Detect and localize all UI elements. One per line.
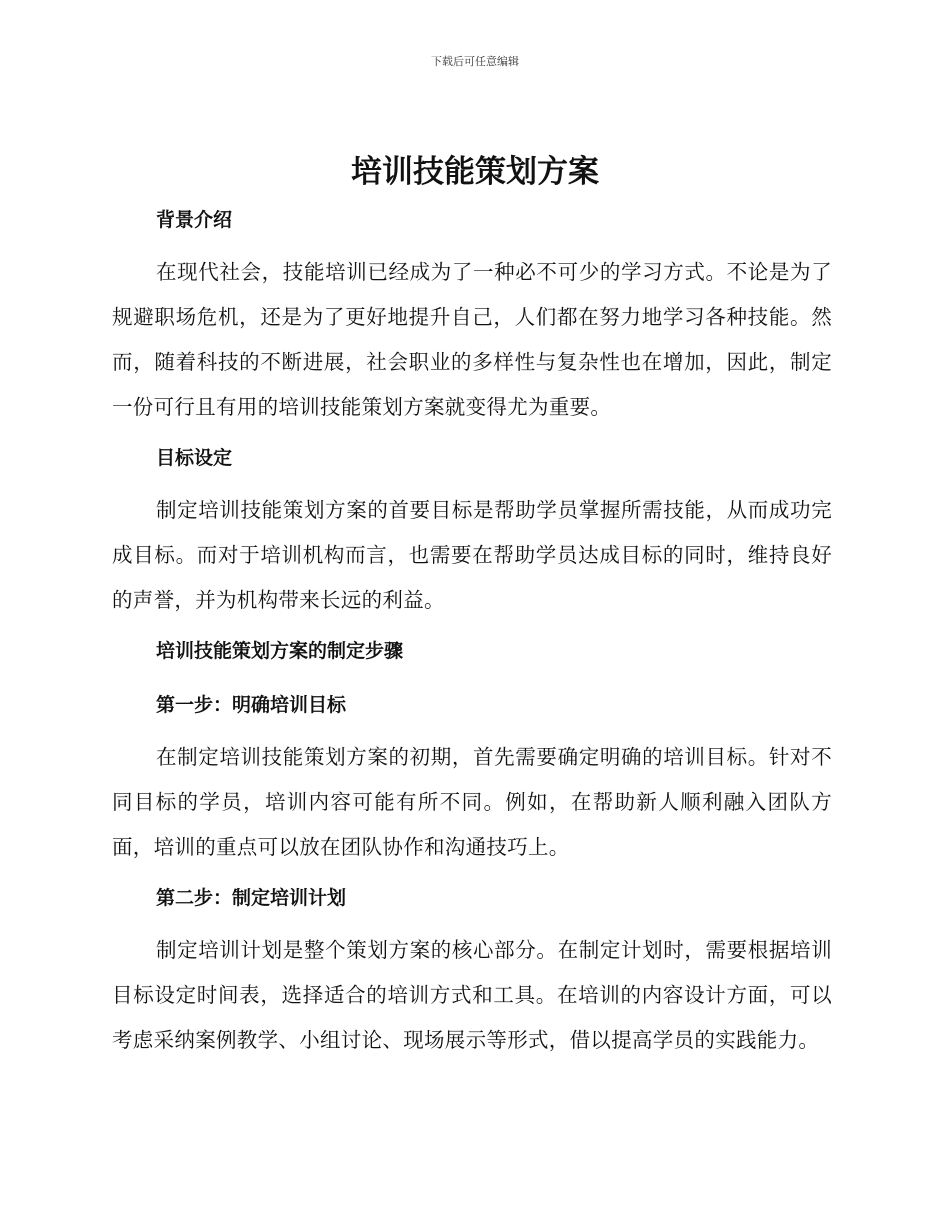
section-heading-step2: 第二步：制定培训计划 — [156, 887, 347, 909]
section-paragraph-goals: 制定培训技能策划方案的首要目标是帮助学员掌握所需技能，从而成功完成目标。而对于培训机构而言，也需要在帮助学员达成目标的同时，维持良好的声誉，并为机构带来长远的利益。 — [112, 498, 832, 612]
section-heading-steps: 培训技能策划方案的制定步骤 — [156, 640, 404, 662]
section-paragraph-background: 在现代社会，技能培训已经成为了一种必不可少的学习方式。不论是为了规避职场危机，还是为了更好地提升自己，人们都在努力地学习各种技能。然而，随着科技的不断进展，社会职业的多样性与复杂性也在增加，因此，制定一份可行且有用的培训技能策划方案就变得尤为重要。 — [112, 260, 832, 419]
section-paragraph-step1: 在制定培训技能策划方案的初期，首先需要确定明确的培训目标。针对不同目标的学员，培训内容可能有所不同。例如，在帮助新人顺利融入团队方面，培训的重点可以放在团队协作和沟通技巧上。 — [112, 745, 832, 859]
page-header-note: 下载后可任意编辑 — [431, 55, 519, 68]
section-heading-goals: 目标设定 — [156, 447, 233, 469]
section-heading-background: 背景介绍 — [156, 209, 233, 231]
section-heading-step1: 第一步：明确培训目标 — [156, 694, 347, 716]
document-title: 培训技能策划方案 — [351, 154, 599, 190]
section-paragraph-step2: 制定培训计划是整个策划方案的核心部分。在制定计划时，需要根据培训目标设定时间表，选择适合的培训方式和工具。在培训的内容设计方面，可以考虑采纳案例教学、小组讨论、现场展示等形式，借以提高学员的实践能力。 — [112, 938, 832, 1052]
document-body — [112, 204, 832, 1063]
